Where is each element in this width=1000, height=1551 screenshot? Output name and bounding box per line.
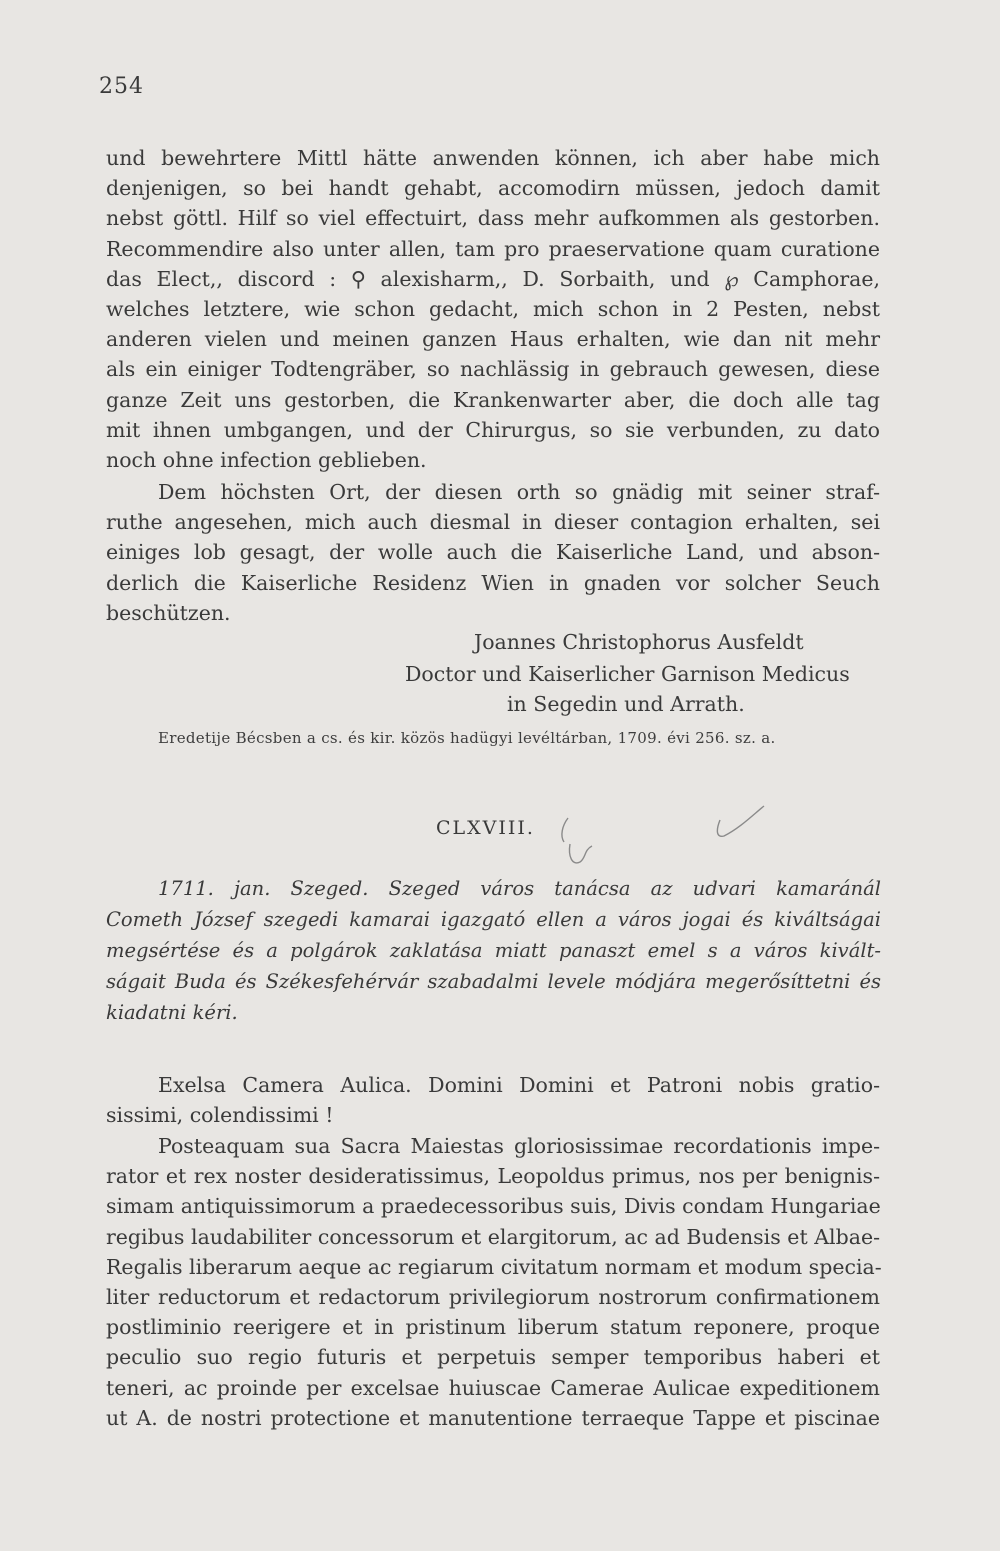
text-line: postliminio reerigere et in pristinum liberum statum reponere, proque bbox=[106, 1315, 880, 1340]
paragraph-1 bbox=[106, 143, 880, 475]
signature-place: in Segedin und Arrath. bbox=[507, 692, 745, 716]
source-note: Eredetije Bécsben a cs. és kir. közös hadügyi levéltárban, 1709. évi 256. sz. a. bbox=[158, 729, 776, 747]
paragraph-4 bbox=[106, 1131, 880, 1433]
text-line: ruthe angesehen, mich auch diesmal in dieser contagion erhalten, sei bbox=[106, 510, 880, 535]
document-number: CLXVIII. bbox=[436, 817, 535, 839]
text-line: nebst göttl. Hilf so viel effectuirt, dass mehr aufkommen als gestorben. bbox=[106, 206, 880, 231]
summary-line: Cometh József szegedi kamarai igazgató ellen a város jogai és kiváltságai bbox=[106, 908, 881, 931]
text-line: beschützen. bbox=[106, 600, 231, 625]
text-line: das Elect,, discord : ⚲ alexisharm,, D. Sorbaith, und ℘ Camphorae, bbox=[106, 266, 880, 291]
text-line: Regalis liberarum aeque ac regiarum civitatum normam et modum specia- bbox=[106, 1254, 882, 1279]
text-line: Posteaquam sua Sacra Maiestas gloriosissimae recordationis impe- bbox=[158, 1134, 880, 1158]
document-summary bbox=[106, 873, 881, 1028]
text-line: liter reductorum et redactorum privilegiorum nostrorum confirmationem bbox=[106, 1285, 880, 1310]
paragraph-3 bbox=[106, 1070, 880, 1130]
text-line: noch ohne infection geblieben. bbox=[106, 448, 427, 473]
text-line: mit ihnen umbgangen, und der Chirurgus, so sie verbunden, zu dato bbox=[106, 417, 880, 442]
text-line: denjenigen, so bei handt gehabt, accomodirn müssen, jedoch damit bbox=[106, 176, 880, 201]
text-line: rator et rex noster desideratissimus, Leopoldus primus, nos per benignis- bbox=[106, 1164, 880, 1189]
text-line: anderen vielen und meinen ganzen Haus erhalten, wie dan nit mehr bbox=[106, 327, 880, 352]
paragraph-2 bbox=[106, 477, 880, 628]
text-line: Recommendire also unter allen, tam pro praeservatione quam curatione bbox=[106, 236, 880, 261]
summary-line: kiadatni kéri. bbox=[106, 1001, 238, 1024]
text-line: als ein einiger Todtengräber, so nachlässig in gebrauch gewesen, diese bbox=[106, 357, 880, 382]
text-line: welches letztere, wie schon gedacht, mich schon in 2 Pesten, nebst bbox=[106, 297, 880, 322]
text-line: ut A. de nostri protectione et manutentione terraeque Tappe et piscinae bbox=[106, 1405, 880, 1430]
text-line: Dem höchsten Ort, der diesen orth so gnädig mit seiner straf- bbox=[158, 480, 880, 504]
signature-name: Joannes Christophorus Ausfeldt bbox=[474, 630, 804, 654]
text-line: teneri, ac proinde per excelsae huiuscae Camerae Aulicae expeditionem bbox=[106, 1375, 880, 1400]
pencil-mark-icon bbox=[540, 800, 800, 880]
text-line: derlich die Kaiserliche Residenz Wien in gnaden vor solcher Seuch bbox=[106, 570, 880, 595]
text-line: peculio suo regio futuris et perpetuis semper temporibus haberi et bbox=[106, 1345, 880, 1370]
text-line: simam antiquissimorum a praedecessoribus suis, Divis condam Hungariae bbox=[106, 1194, 881, 1219]
text-line: einiges lob gesagt, der wolle auch die Kaiserliche Land, und abson- bbox=[106, 540, 880, 565]
text-line: regibus laudabiliter concessorum et elargitorum, ac ad Budensis et Albae- bbox=[106, 1224, 880, 1249]
signature-title: Doctor und Kaiserlicher Garnison Medicus bbox=[405, 662, 850, 686]
text-line: ganze Zeit uns gestorben, die Krankenwarter aber, die doch alle tag bbox=[106, 387, 880, 412]
summary-line: 1711. jan. Szeged. Szeged város tanácsa az udvari kamaránál bbox=[158, 877, 881, 900]
summary-line: ságait Buda és Székesfehérvár szabadalmi levele módjára megerősíttetni és bbox=[106, 970, 881, 993]
page-number: 254 bbox=[99, 74, 144, 99]
summary-line: megsértése és a polgárok zaklatása miatt panaszt emel s a város kivált- bbox=[106, 939, 881, 962]
text-line: Exelsa Camera Aulica. Domini Domini et Patroni nobis gratio- bbox=[158, 1073, 880, 1097]
text-line: sissimi, colendissimi ! bbox=[106, 1103, 334, 1128]
text-line: und bewehrtere Mittl hätte anwenden können, ich aber habe mich bbox=[106, 146, 880, 170]
